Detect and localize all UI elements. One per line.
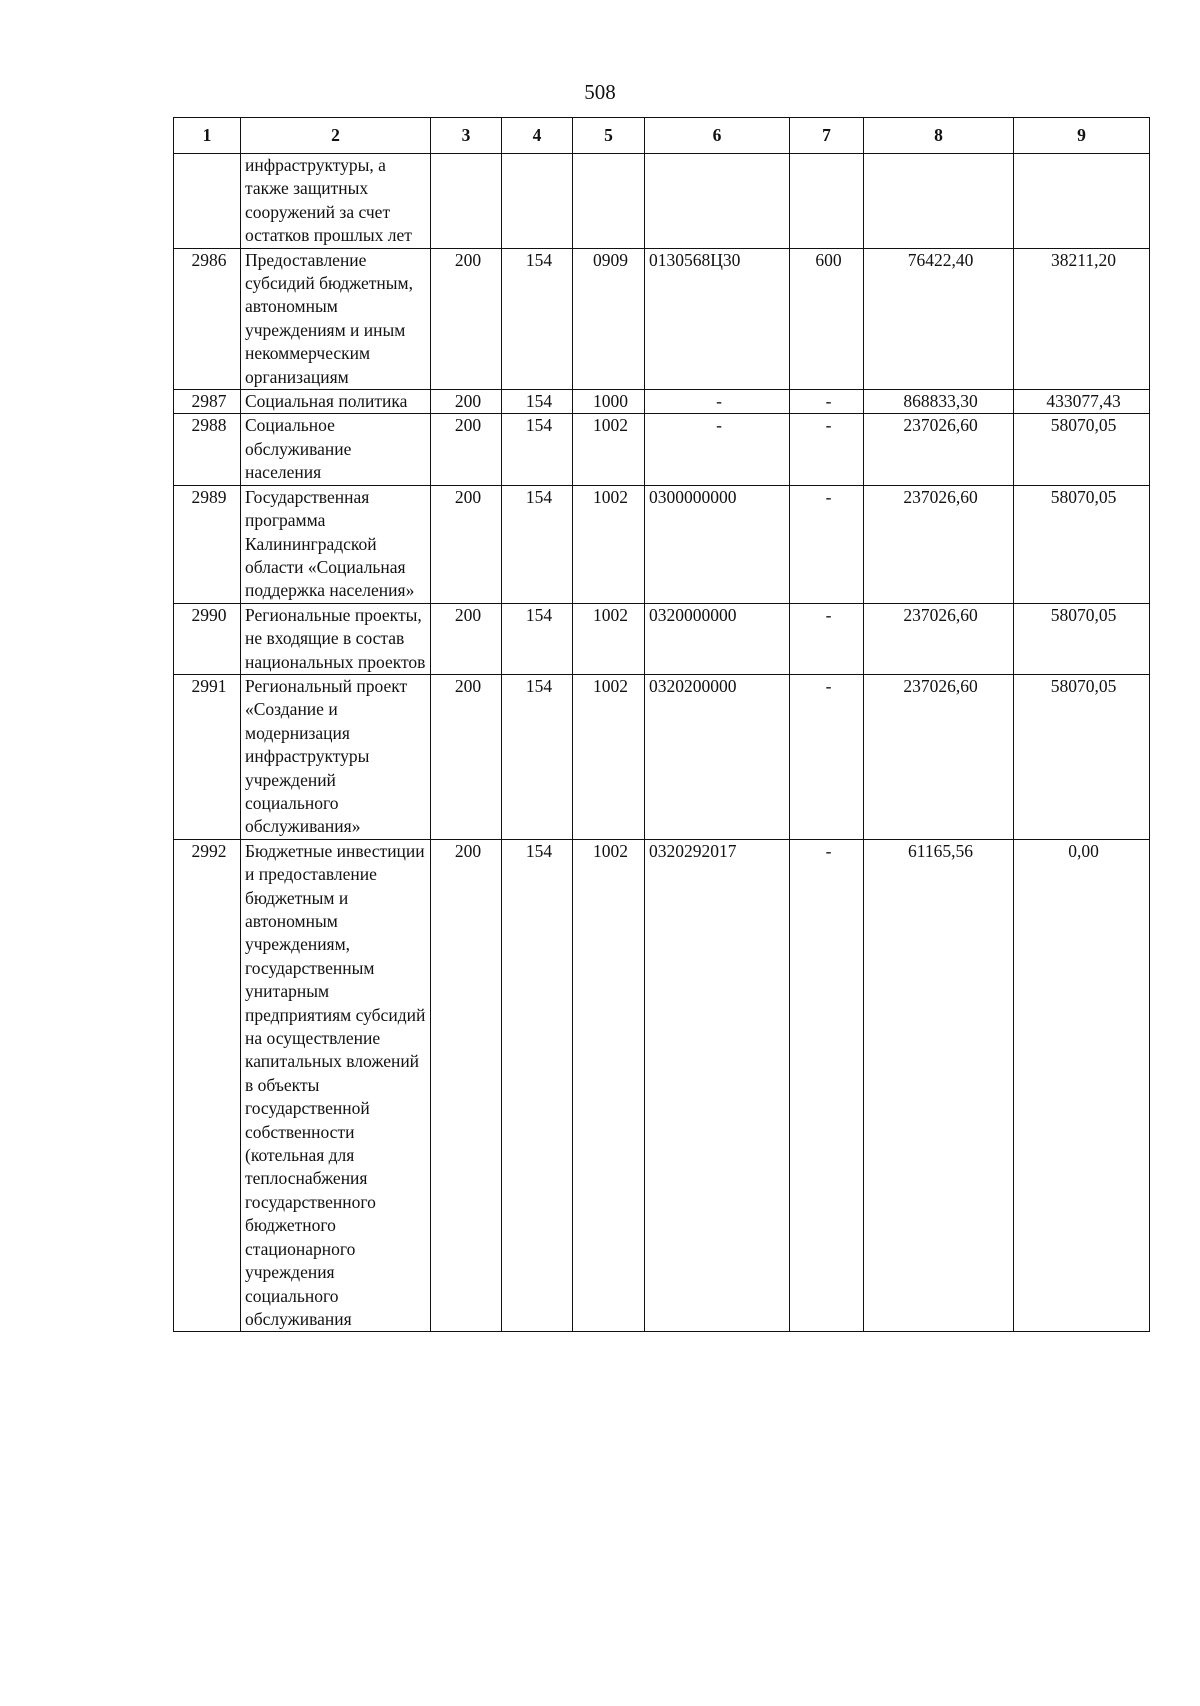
col3-value: 200 — [431, 248, 502, 389]
header-cell-8: 8 — [864, 118, 1014, 154]
row-number: 2990 — [174, 603, 241, 674]
row-name: Государственная программа Калининградской области «Социальная поддержка населения» — [241, 485, 431, 603]
col9-value: 58070,05 — [1014, 414, 1150, 485]
row-name: инфраструктуры, а также защитных сооружений за счет остатков прошлых лет — [241, 154, 431, 249]
col3-value — [431, 154, 502, 249]
col7-value: - — [790, 839, 864, 1332]
col4-value: 154 — [502, 248, 573, 389]
row-number: 2986 — [174, 248, 241, 389]
header-row — [174, 118, 1150, 154]
col8-value: 237026,60 — [864, 674, 1014, 839]
col6-value: 0300000000 — [645, 485, 790, 603]
col8-value: 237026,60 — [864, 414, 1014, 485]
row-name: Предоставление субсидий бюджетным, автономным учреждениям и иным некоммерческим организациям — [241, 248, 431, 389]
header-cell-7: 7 — [790, 118, 864, 154]
col6-value: - — [645, 390, 790, 414]
table-body — [174, 154, 1150, 1332]
col5-value: 1002 — [573, 603, 645, 674]
row-name: Социальное обслуживание населения — [241, 414, 431, 485]
row-number: 2991 — [174, 674, 241, 839]
col7-value — [790, 154, 864, 249]
col8-value: 868833,30 — [864, 390, 1014, 414]
header-cell-2: 2 — [241, 118, 431, 154]
col8-value: 237026,60 — [864, 603, 1014, 674]
col8-value: 76422,40 — [864, 248, 1014, 389]
row-number: 2987 — [174, 390, 241, 414]
col9-value: 38211,20 — [1014, 248, 1150, 389]
col9-value — [1014, 154, 1150, 249]
page-number: 508 — [584, 80, 616, 104]
row-name: Региональные проекты, не входящие в состав национальных проектов — [241, 603, 431, 674]
col7-value: 600 — [790, 248, 864, 389]
col7-value: - — [790, 603, 864, 674]
col5-value: 1002 — [573, 414, 645, 485]
col4-value: 154 — [502, 414, 573, 485]
table-row — [174, 674, 1150, 839]
col7-value: - — [790, 414, 864, 485]
row-number: 2992 — [174, 839, 241, 1332]
col9-value: 58070,05 — [1014, 674, 1150, 839]
col3-value: 200 — [431, 674, 502, 839]
budget-table — [173, 117, 1150, 1332]
col8-value: 61165,56 — [864, 839, 1014, 1332]
header-cell-1: 1 — [174, 118, 241, 154]
col3-value: 200 — [431, 603, 502, 674]
col5-value: 1002 — [573, 674, 645, 839]
col5-value: 1000 — [573, 390, 645, 414]
col5-value: 1002 — [573, 485, 645, 603]
col9-value: 58070,05 — [1014, 485, 1150, 603]
col6-value: 0320292017 — [645, 839, 790, 1332]
row-number: 2989 — [174, 485, 241, 603]
col3-value: 200 — [431, 485, 502, 603]
table-row — [174, 485, 1150, 603]
col8-value: 237026,60 — [864, 485, 1014, 603]
row-name: Региональный проект «Создание и модернизация инфраструктуры учреждений социального обслуживания» — [241, 674, 431, 839]
table-row — [174, 390, 1150, 414]
col4-value: 154 — [502, 485, 573, 603]
col6-value: 0130568Ц30 — [645, 248, 790, 389]
row-number: 2988 — [174, 414, 241, 485]
col6-value: 0320000000 — [645, 603, 790, 674]
col4-value: 154 — [502, 674, 573, 839]
col7-value: - — [790, 485, 864, 603]
header-cell-4: 4 — [502, 118, 573, 154]
table-row — [174, 839, 1150, 1332]
col6-value: - — [645, 414, 790, 485]
table-row — [174, 248, 1150, 389]
col3-value: 200 — [431, 390, 502, 414]
table-row — [174, 603, 1150, 674]
row-name: Социальная политика — [241, 390, 431, 414]
col4-value: 154 — [502, 390, 573, 414]
col4-value: 154 — [502, 603, 573, 674]
col3-value: 200 — [431, 839, 502, 1332]
col6-value: 0320200000 — [645, 674, 790, 839]
row-number — [174, 154, 241, 249]
header-cell-5: 5 — [573, 118, 645, 154]
col5-value: 0909 — [573, 248, 645, 389]
col8-value — [864, 154, 1014, 249]
col9-value: 58070,05 — [1014, 603, 1150, 674]
header-cell-9: 9 — [1014, 118, 1150, 154]
col9-value: 433077,43 — [1014, 390, 1150, 414]
col5-value: 1002 — [573, 839, 645, 1332]
col3-value: 200 — [431, 414, 502, 485]
col7-value: - — [790, 390, 864, 414]
table-header — [174, 118, 1150, 154]
col9-value: 0,00 — [1014, 839, 1150, 1332]
col4-value — [502, 154, 573, 249]
col5-value — [573, 154, 645, 249]
row-name: Бюджетные инвестиции и предоставление бюджетным и автономным учреждениям, государственным унитарным предприятиям субсидий на осуществление капитальных вложений в объекты государственной собственности (котельная для теплоснабжения государственного бюджетного стационарного учреждения социального обслуживания — [241, 839, 431, 1332]
col7-value: - — [790, 674, 864, 839]
col4-value: 154 — [502, 839, 573, 1332]
header-cell-6: 6 — [645, 118, 790, 154]
table-row — [174, 414, 1150, 485]
col6-value — [645, 154, 790, 249]
header-cell-3: 3 — [431, 118, 502, 154]
table-row — [174, 154, 1150, 249]
